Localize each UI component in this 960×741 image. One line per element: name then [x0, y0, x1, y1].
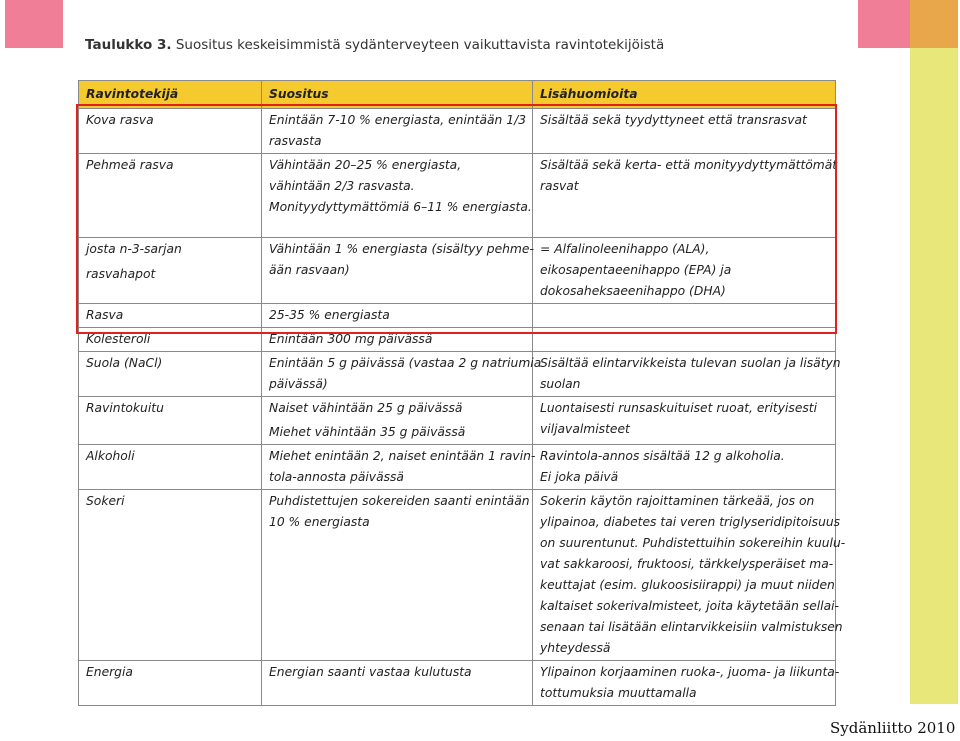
pink-corner-block-left [5, 0, 63, 48]
table-row [79, 238, 836, 304]
table-row [79, 304, 836, 328]
caption-label: Taulukko 3. [85, 37, 172, 53]
table-row [79, 352, 836, 397]
nutrition-recommendation-table [78, 80, 846, 706]
table-row [79, 328, 836, 352]
factor-cell: Sokeri [79, 490, 262, 661]
factor-cell: Rasva [79, 304, 262, 328]
notes-cell: = Alfalinoleenihappo (ALA), eikosapentaeenihappo (EPA) ja dokosaheksaeenihappo (DHA) [533, 238, 836, 304]
notes-cell: Ravintola-annos sisältää 12 g alkoholia. Ei joka päivä [533, 445, 836, 490]
table-row [79, 490, 836, 661]
notes-cell: Sisältää sekä kerta- että monityydyttymättömät rasvat [533, 154, 836, 238]
recommendation-cell: Vähintään 1 % energiasta (sisältyy pehme- ään rasvaan) [262, 238, 533, 304]
notes-cell: Sisältää sekä tyydyttyneet että transrasvat [533, 109, 836, 154]
table-row [79, 109, 836, 154]
factor-cell: Energia [79, 661, 262, 706]
factor-cell: Kolesteroli [79, 328, 262, 352]
yellow-side-bar [910, 48, 958, 704]
notes-cell: Luontaisesti runsaskuituiset ruoat, erityisesti viljavalmisteet [533, 397, 836, 445]
recommendation-cell: Enintään 300 mg päivässä [262, 328, 533, 352]
table-row [79, 445, 836, 490]
factor-cell: Alkoholi [79, 445, 262, 490]
factor-cell: Suola (NaCl) [79, 352, 262, 397]
table-row [79, 154, 836, 238]
notes-cell: Sisältää elintarvikkeista tulevan suolan ja lisätyn suolan [533, 352, 836, 397]
recommendation-cell: Puhdistettujen sokereiden saanti enintään 10 % energiasta [262, 490, 533, 661]
factor-cell: Pehmeä rasva [79, 154, 262, 238]
recommendation-cell: Enintään 7-10 % energiasta, enintään 1/3 rasvasta [262, 109, 533, 154]
table-header-row [79, 81, 836, 109]
notes-cell: Sokerin käytön rajoittaminen tärkeää, jos on ylipainoa, diabetes tai veren triglyseridipitoisuus on suurentunut. Puhdistettuihin sokereihin kuulu- vat sakkaroosi, fruktoosi, tärkkelysperäiset ma- keuttajat (esim. glukoosisiirappi) ja muut niiden kaltaiset sokerivalmisteet, joita käytetään sellai- senaan tai lisätään elintarvikkeisiin valmistuksen yhteydessä [533, 490, 836, 661]
source-credit: Sydänliitto 2010 [830, 719, 956, 737]
recommendation-cell: Energian saanti vastaa kulutusta [262, 661, 533, 706]
header-factor: Ravintotekijä [79, 81, 262, 109]
recommendation-cell: Miehet enintään 2, naiset enintään 1 ravin- tola-annosta päivässä [262, 445, 533, 490]
notes-cell [533, 328, 836, 352]
factor-cell: Kova rasva [79, 109, 262, 154]
caption-title: Suositus keskeisimmistä sydänterveyteen vaikuttavista ravintotekijöistä [175, 37, 665, 53]
table-row [79, 661, 836, 706]
pink-corner-block-right [858, 0, 910, 48]
recommendation-cell: Enintään 5 g päivässä (vastaa 2 g natriumia päivässä) [262, 352, 533, 397]
recommendation-cell: 25-35 % energiasta [262, 304, 533, 328]
notes-cell [533, 304, 836, 328]
factor-cell: Ravintokuitu [79, 397, 262, 445]
notes-cell: Ylipainon korjaaminen ruoka-, juoma- ja liikunta- tottumuksia muuttamalla [533, 661, 836, 706]
recommendation-cell: Vähintään 20–25 % energiasta, vähintään 2/3 rasvasta. Monityydyttymättömiä 6–11 % energiasta. [262, 154, 533, 238]
orange-corner-block [910, 0, 958, 48]
table-caption [85, 37, 664, 53]
recommendation-cell: Naiset vähintään 25 g päivässä Miehet vähintään 35 g päivässä [262, 397, 533, 445]
header-notes: Lisähuomioita [533, 81, 836, 109]
table-row [79, 397, 836, 445]
header-recommendation: Suositus [262, 81, 533, 109]
factor-cell: josta n-3-sarjan rasvahapot [79, 238, 262, 304]
